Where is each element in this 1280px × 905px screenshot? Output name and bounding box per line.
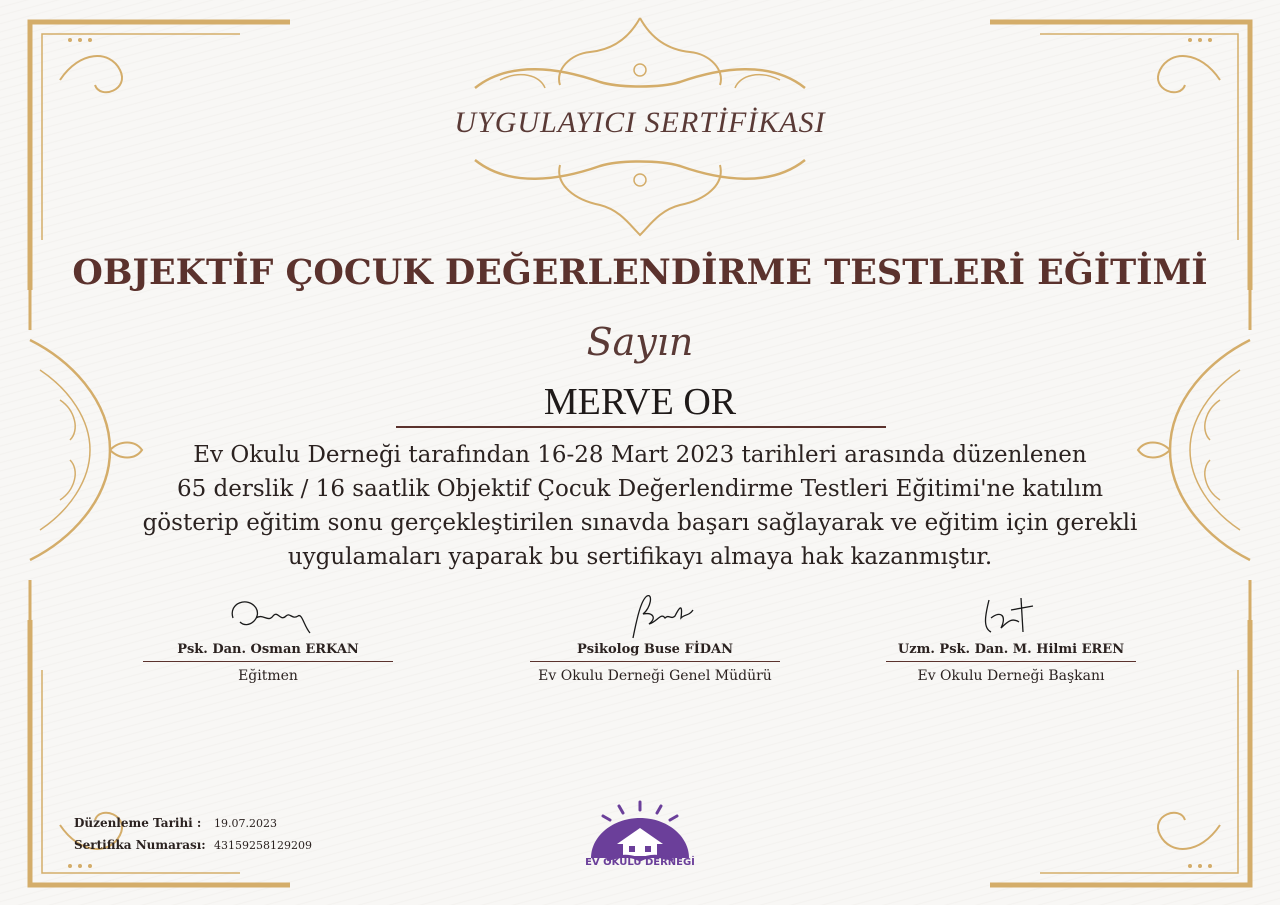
cert-number-label: Sertifika Numarası: bbox=[74, 838, 206, 852]
signatory-role: Ev Okulu Derneği Genel Müdürü bbox=[538, 668, 772, 684]
certificate-meta bbox=[74, 812, 312, 856]
signatory-role: Eğitmen bbox=[238, 668, 298, 684]
signature-icon bbox=[218, 588, 318, 642]
salutation: Sayın bbox=[586, 320, 694, 364]
issue-date-value: 19.07.2023 bbox=[214, 816, 277, 830]
body-line: uygulamaları yaparak bu sertifikayı almaya hak kazanmıştır. bbox=[287, 544, 993, 570]
certificate-heading: UYGULAYICI SERTİFİKASI bbox=[454, 106, 826, 139]
recipient-underline bbox=[396, 426, 886, 428]
signatory-name: Psikolog Buse FİDAN bbox=[576, 642, 734, 657]
signatory-2 bbox=[530, 588, 780, 684]
recipient-name: MERVE OR bbox=[543, 381, 737, 423]
signatory-1 bbox=[143, 588, 393, 684]
logo-text: EV OKULU DERNEĞİ bbox=[585, 857, 695, 868]
signature-line bbox=[143, 661, 393, 662]
signature-icon bbox=[961, 588, 1061, 642]
body-line: 65 derslik / 16 saatlik Objektif Çocuk Değerlendirme Testleri Eğitimi'ne katılım bbox=[176, 476, 1104, 502]
signatory-role: Ev Okulu Derneği Başkanı bbox=[917, 668, 1105, 684]
signatory-name: Uzm. Psk. Dan. M. Hilmi EREN bbox=[897, 642, 1125, 657]
body-line: Ev Okulu Derneği tarafından 16-28 Mart 2023 tarihleri arasında düzenlenen bbox=[193, 442, 1087, 468]
signature-line bbox=[886, 661, 1136, 662]
signature-icon bbox=[605, 588, 705, 642]
training-title: OBJEKTİF ÇOCUK DEĞERLENDİRME TESTLERİ EĞİTİMİ bbox=[72, 252, 1208, 293]
body-line: gösterip eğitim sonu gerçekleştirilen sınavda başarı sağlayarak ve eğitim için gerekli bbox=[142, 510, 1138, 536]
signature-line bbox=[530, 661, 780, 662]
issue-date-label: Düzenleme Tarihi : bbox=[74, 816, 202, 830]
signatory-3 bbox=[886, 588, 1136, 684]
cert-number-value: 43159258129209 bbox=[214, 838, 312, 852]
signatory-name: Psk. Dan. Osman ERKAN bbox=[177, 642, 359, 657]
certificate-body bbox=[140, 438, 1140, 574]
